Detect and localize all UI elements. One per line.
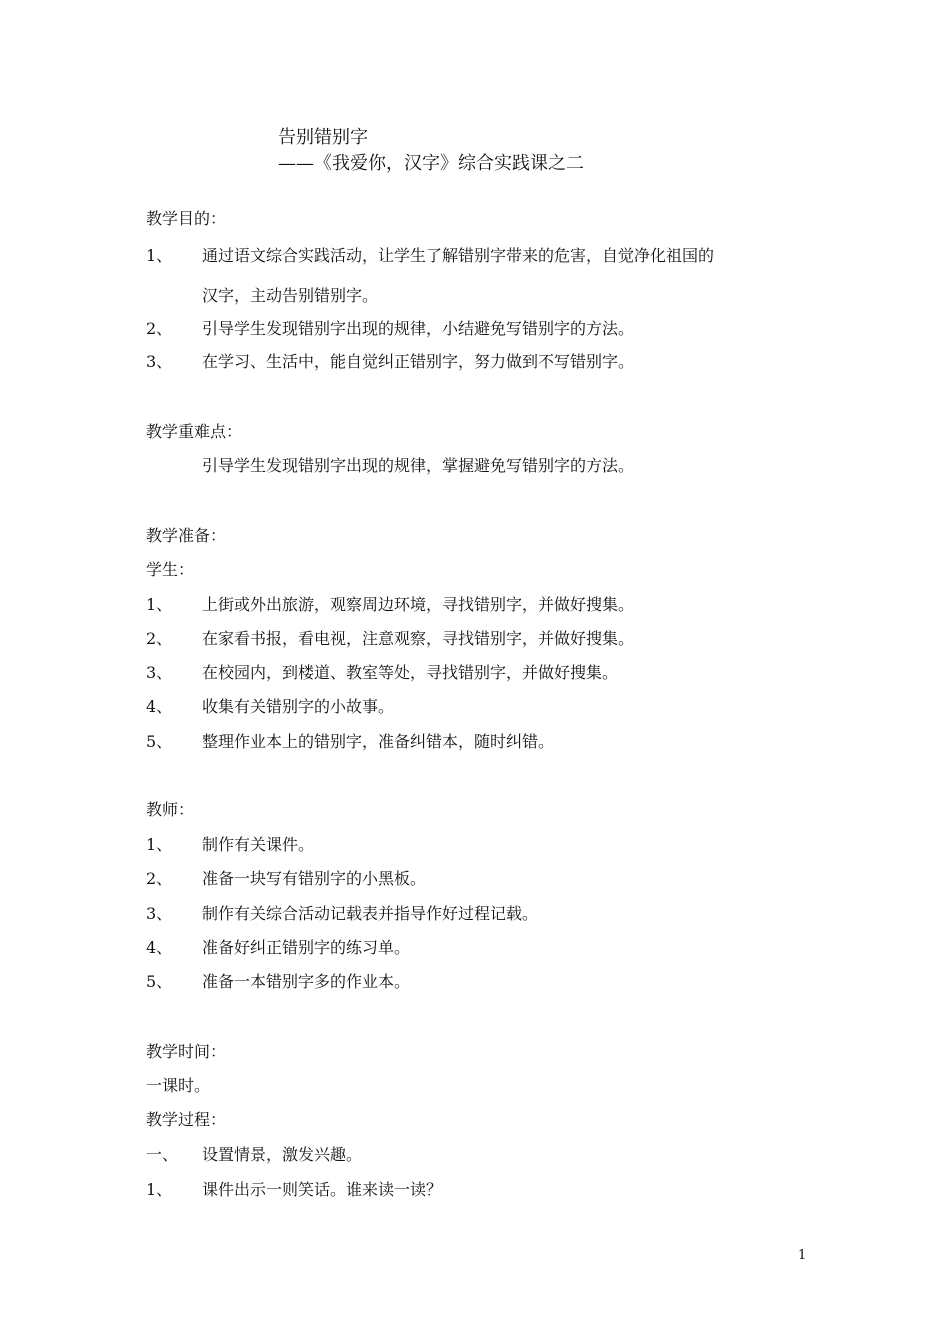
document-subtitle: ——《我爱你，汉字》综合实践课之二 bbox=[278, 153, 584, 174]
item-text: 收集有关错别字的小故事。 bbox=[202, 697, 395, 716]
item-number: 一、 bbox=[146, 1145, 179, 1164]
item-text: 通过语文综合实践活动，让学生了解错别字带来的危害，自觉净化祖国的 bbox=[202, 246, 715, 265]
item-text: 准备一本错别字多的作业本。 bbox=[202, 972, 411, 991]
objectives-heading: 教学目的： bbox=[146, 209, 227, 228]
preparation-heading: 教学准备： bbox=[146, 526, 227, 545]
process-heading: 教学过程： bbox=[146, 1110, 227, 1129]
item-text: 整理作业本上的错别字，准备纠错本，随时纠错。 bbox=[202, 732, 555, 751]
item-number: 2、 bbox=[146, 319, 173, 338]
time-value: 一课时。 bbox=[146, 1076, 211, 1095]
item-number: 4、 bbox=[146, 697, 173, 716]
keypoints-heading: 教学重难点： bbox=[146, 422, 243, 441]
item-number: 1、 bbox=[146, 595, 173, 614]
teacher-heading: 教师： bbox=[146, 800, 195, 819]
item-number: 2、 bbox=[146, 869, 173, 888]
item-number: 1、 bbox=[146, 1180, 173, 1199]
item-text: 引导学生发现错别字出现的规律，小结避免写错别字的方法。 bbox=[202, 319, 635, 338]
item-text: 上街或外出旅游，观察周边环境，寻找错别字，并做好搜集。 bbox=[202, 595, 635, 614]
item-number: 3、 bbox=[146, 352, 173, 371]
item-number: 3、 bbox=[146, 904, 173, 923]
objective-item-continuation: 汉字，主动告别错别字。 bbox=[202, 286, 379, 305]
item-text: 在学习、生活中，能自觉纠正错别字，努力做到不写错别字。 bbox=[202, 352, 635, 371]
item-number: 4、 bbox=[146, 938, 173, 957]
item-text: 设置情景，激发兴趣。 bbox=[202, 1145, 363, 1164]
item-number: 3、 bbox=[146, 663, 173, 682]
item-text: 准备好纠正错别字的练习单。 bbox=[202, 938, 411, 957]
keypoints-text: 引导学生发现错别字出现的规律，掌握避免写错别字的方法。 bbox=[202, 456, 635, 475]
students-heading: 学生： bbox=[146, 560, 195, 579]
item-text: 制作有关课件。 bbox=[202, 835, 315, 854]
document-title: 告别错别字 bbox=[278, 127, 368, 148]
time-heading: 教学时间： bbox=[146, 1042, 227, 1061]
item-number: 2、 bbox=[146, 629, 173, 648]
item-text: 准备一块写有错别字的小黑板。 bbox=[202, 869, 427, 888]
item-number: 5、 bbox=[146, 972, 173, 991]
item-number: 5、 bbox=[146, 732, 173, 751]
page-number: 1 bbox=[798, 1248, 807, 1263]
item-text: 在家看书报，看电视，注意观察，寻找错别字，并做好搜集。 bbox=[202, 629, 635, 648]
item-number: 1、 bbox=[146, 246, 173, 265]
item-text: 制作有关综合活动记载表并指导作好过程记载。 bbox=[202, 904, 539, 923]
item-text: 课件出示一则笑话。谁来读一读？ bbox=[202, 1180, 443, 1199]
item-number: 1、 bbox=[146, 835, 173, 854]
item-text: 在校园内，到楼道、教室等处，寻找错别字，并做好搜集。 bbox=[202, 663, 619, 682]
